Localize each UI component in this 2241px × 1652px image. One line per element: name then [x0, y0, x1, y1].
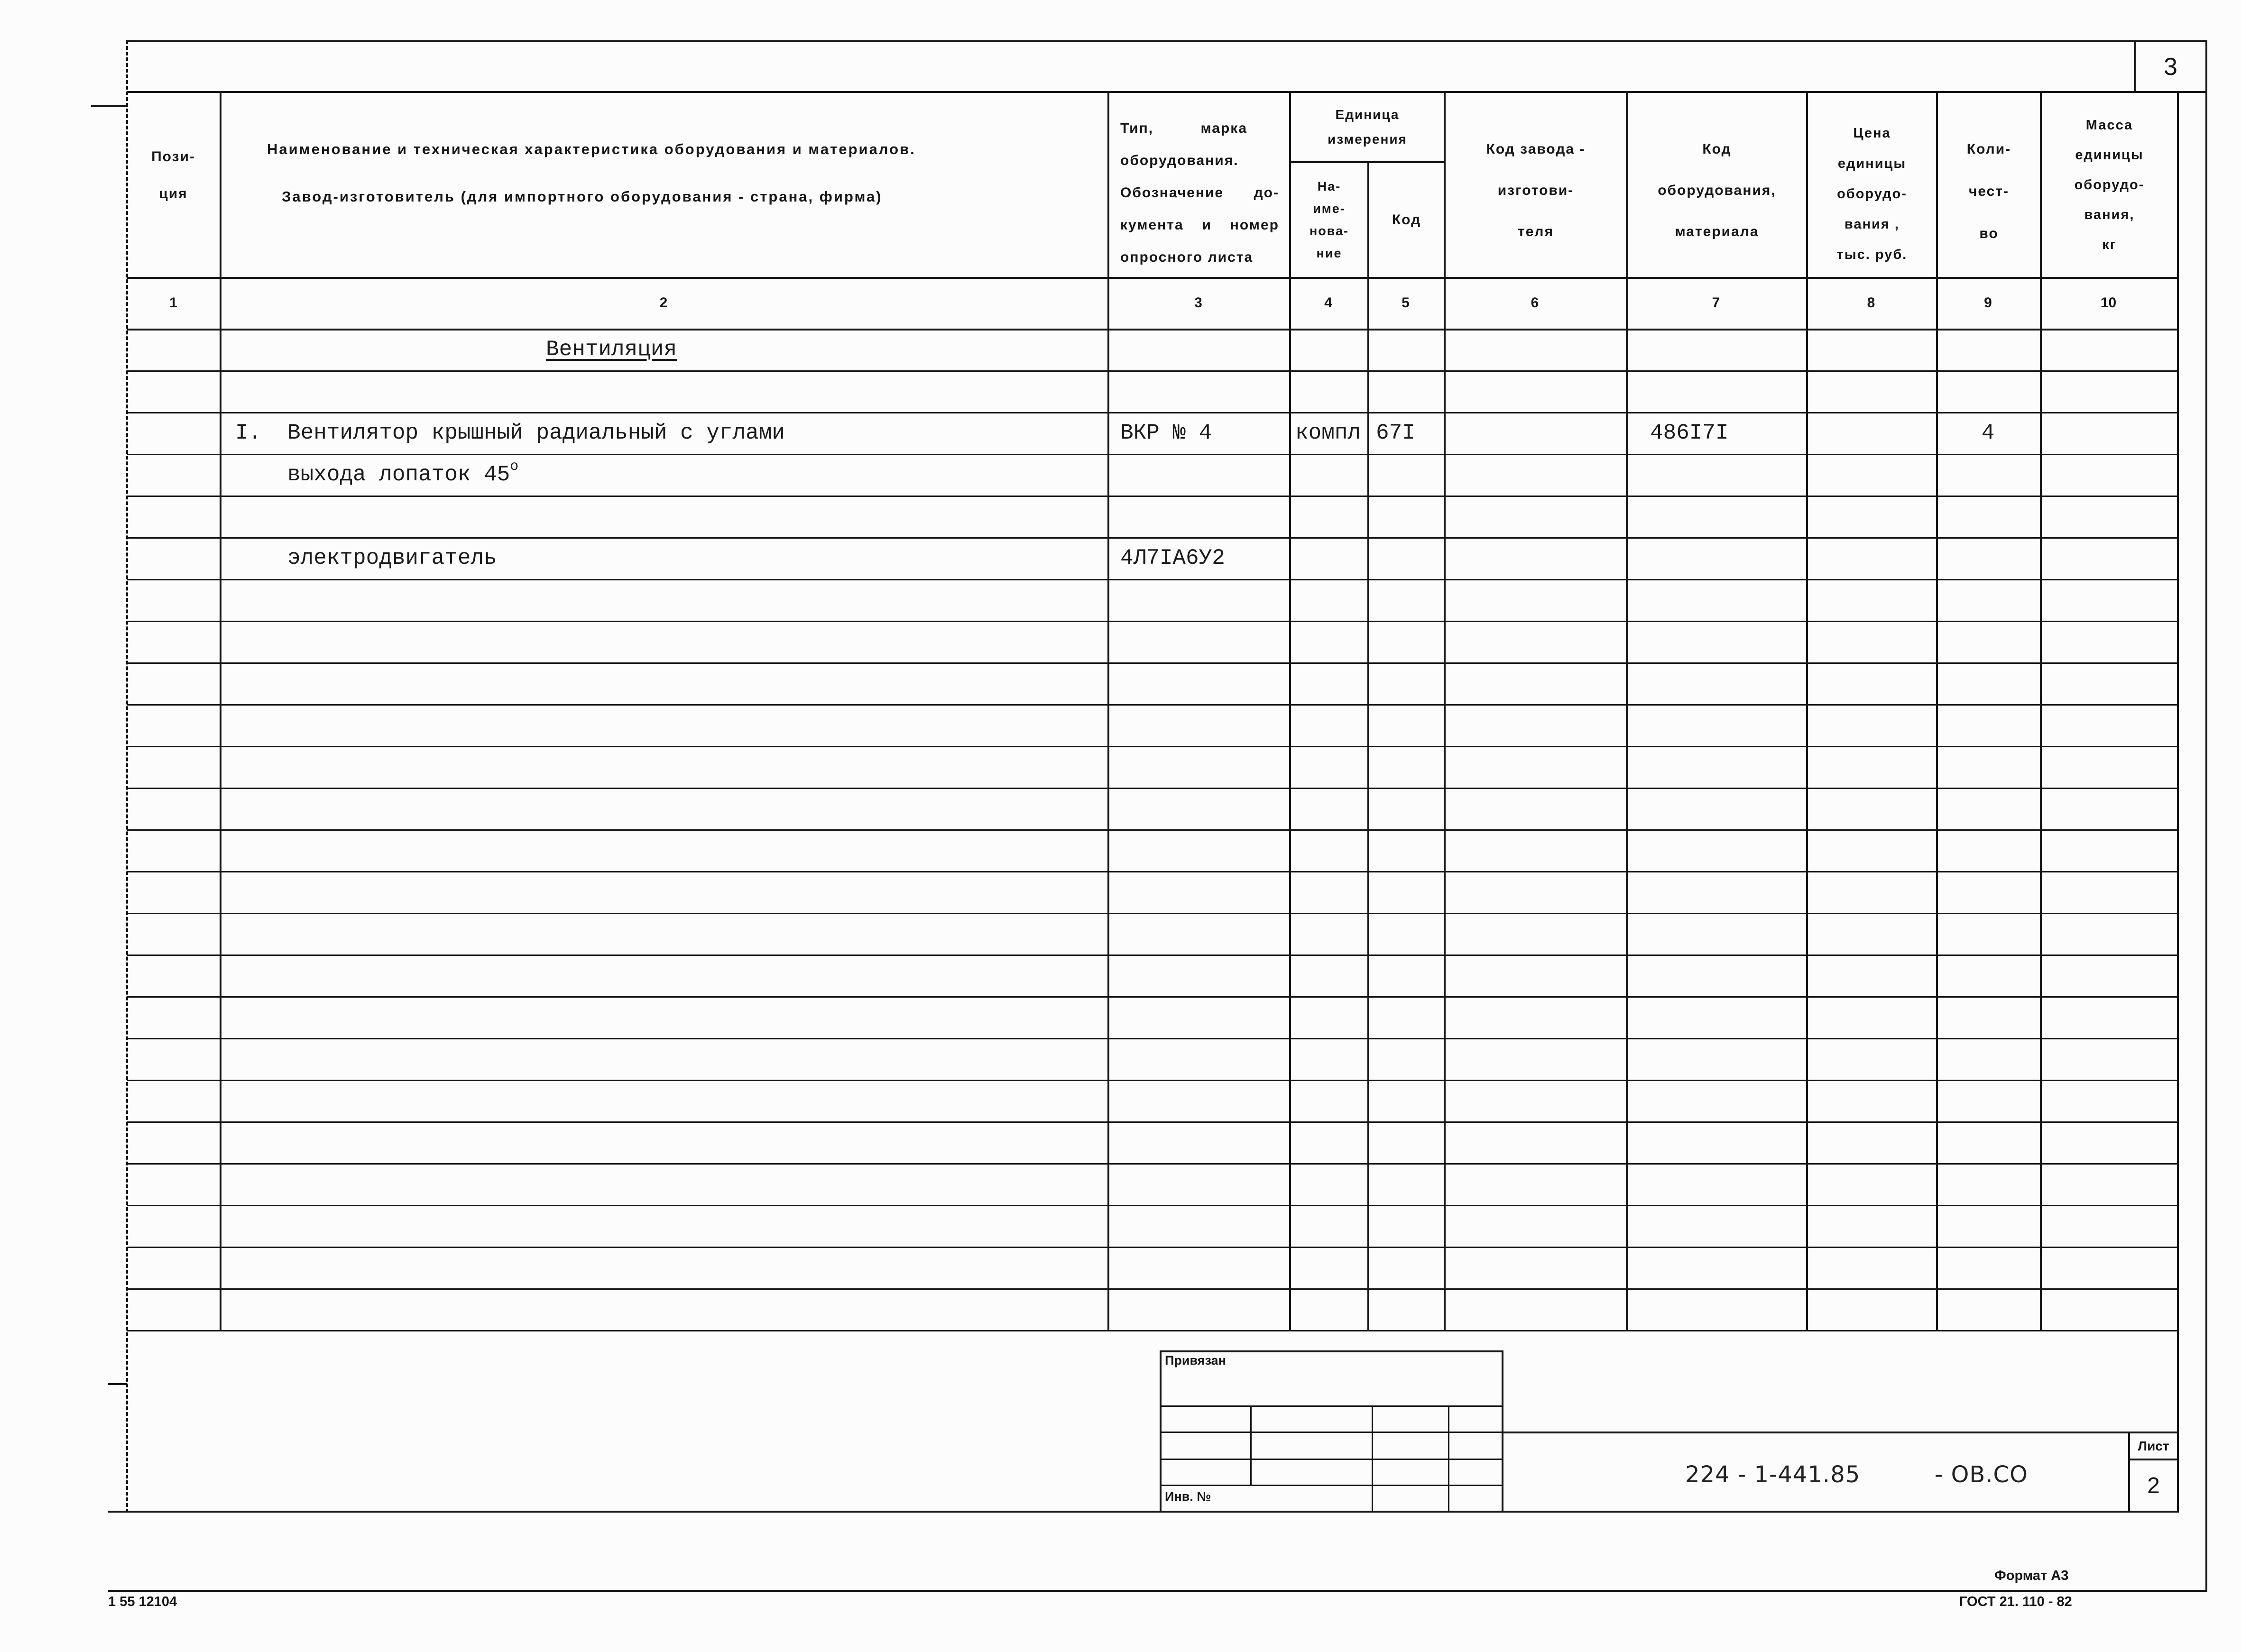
page-number-box-line — [2134, 40, 2136, 91]
header-type-mark — [1109, 93, 1289, 277]
table-row-line — [127, 788, 2179, 789]
item-name — [287, 412, 785, 454]
title-block-top-line — [1502, 1432, 2179, 1433]
margin-tick-line — [108, 1383, 127, 1385]
stamp-line — [1448, 1405, 1449, 1513]
title-frame-bottom-line — [108, 1511, 2179, 1513]
column-number: 6 — [1531, 294, 1539, 311]
table-row-line — [127, 1080, 2179, 1081]
frame-bottom-line — [108, 1590, 2207, 1592]
header-unit-mass — [2042, 93, 2177, 277]
column-number: 8 — [1867, 294, 1875, 311]
header-unit-name-line: На- — [1317, 179, 1341, 193]
header-mass-line: оборудо- — [2074, 177, 2145, 193]
table-row-line — [127, 370, 2179, 372]
frame-right-line — [2205, 40, 2207, 1592]
equipment-code: 486I7I — [1650, 421, 1729, 445]
stamp-line — [1160, 1350, 1503, 1352]
stamp-line — [1372, 1405, 1373, 1513]
document-code: 224 - 1-441.85 — [1685, 1461, 1861, 1488]
table-row-line — [127, 1288, 2179, 1290]
header-mass-line: единицы — [2075, 147, 2144, 163]
column-number: 2 — [659, 294, 668, 311]
header-plant-code-line: теля — [1518, 223, 1554, 239]
sheet-label: Лист — [2138, 1438, 2169, 1453]
header-equipment-code-line: Код — [1702, 141, 1732, 157]
paper-format: Формат А3 — [1994, 1568, 2069, 1583]
column-number-row-line — [127, 329, 2179, 330]
document-code-suffix: - ОВ.СО — [1935, 1461, 2028, 1488]
table-row-line — [127, 829, 2179, 831]
header-type-line: опросного листа — [1120, 249, 1254, 265]
header-mass-line: вания, — [2084, 207, 2135, 222]
table-row-line — [127, 579, 2179, 580]
column-number: 10 — [2100, 294, 2117, 311]
unit-code: 67I — [1376, 421, 1415, 445]
quantity: 4 — [1981, 421, 1995, 445]
column-number: 7 — [1712, 294, 1720, 311]
page-number: 3 — [2164, 53, 2177, 81]
header-price-line: Цена — [1853, 126, 1891, 141]
header-plant-code-line: Код завода - — [1486, 141, 1586, 157]
frame-left-dashed-line — [126, 40, 128, 1513]
item-name-text: Вентилятор крышный радиальный с углами — [287, 421, 785, 445]
table-row-line — [127, 621, 2179, 622]
header-unit-line: Единица — [1335, 107, 1400, 122]
header-equipment-code-line: материала — [1675, 223, 1759, 239]
table-row-line — [127, 1205, 2179, 1206]
header-quantity — [1938, 93, 2040, 277]
header-price-line: вания , — [1844, 217, 1900, 232]
sheet-box-line — [2128, 1432, 2130, 1513]
header-name-description — [221, 93, 1107, 277]
header-unit-name-line: нова- — [1309, 224, 1349, 238]
item-name-text: выхода лопаток 45 — [287, 462, 510, 487]
column-number: 3 — [1194, 294, 1202, 311]
column-number: 9 — [1984, 294, 1992, 311]
header-price-line: оборудо- — [1837, 186, 1907, 202]
header-plant-code-line: изготови- — [1497, 182, 1574, 198]
header-equipment-code-line: оборудования, — [1658, 182, 1776, 198]
sheet-number: 2 — [2147, 1473, 2160, 1498]
column-number: 1 — [169, 294, 177, 311]
table-row-line — [127, 871, 2179, 872]
header-quantity-line: чест- — [1968, 183, 2010, 199]
header-unit-line: измерения — [1328, 132, 1407, 147]
degree-superscript: o — [510, 459, 519, 475]
section-heading: Вентиляция — [546, 337, 677, 362]
header-position-line: Пози- — [151, 149, 195, 165]
item-name — [287, 537, 497, 579]
header-unit-name-line: име- — [1313, 202, 1346, 216]
stamp-line — [1160, 1405, 1503, 1407]
header-manufacturer-line: Завод-изготовитель (для импортного оборудования - страна, фирма) — [282, 188, 883, 205]
sheet-box-line — [2128, 1459, 2179, 1460]
header-price-line: тыс. руб. — [1836, 247, 1908, 262]
table-row-line — [127, 913, 2179, 914]
table-top-line — [127, 91, 2207, 93]
column-number: 4 — [1324, 294, 1332, 311]
frame-top-line — [127, 40, 2207, 42]
table-row-line — [127, 1038, 2179, 1039]
header-name-line: Наименование и техническая характеристика оборудования и материалов. — [267, 141, 916, 157]
header-equipment-code — [1628, 93, 1806, 277]
header-mass-line: кг — [2102, 237, 2117, 252]
header-unit-name — [1291, 163, 1367, 277]
table-row-line — [127, 1247, 2179, 1248]
column-number: 5 — [1402, 294, 1410, 311]
table-row-line — [127, 704, 2179, 706]
archive-number: 1 55 12104 — [108, 1594, 177, 1609]
stamp-line — [1160, 1459, 1503, 1460]
header-unit-code — [1369, 163, 1444, 277]
stamp-line — [1160, 1485, 1503, 1486]
header-type-line: Тип, марка — [1120, 120, 1247, 136]
header-price-line: единицы — [1837, 156, 1907, 171]
header-unit-group — [1291, 93, 1444, 161]
header-quantity-line: во — [1979, 225, 1999, 241]
table-row-line — [127, 1121, 2179, 1123]
table-row-line — [127, 1163, 2179, 1165]
header-mass-line: Масса — [2085, 117, 2133, 133]
stamp-line — [1250, 1405, 1252, 1485]
item-type-mark: 4Л7IА6У2 — [1120, 546, 1225, 570]
item-number: I. — [235, 421, 262, 445]
table-row-line — [127, 1330, 2179, 1331]
header-type-line: Обозначение до- — [1120, 185, 1279, 201]
unit-name: компл — [1295, 421, 1361, 445]
table-row-line — [127, 954, 2179, 956]
table-row-line — [127, 662, 2179, 664]
margin-tick-line — [91, 105, 127, 107]
standard-reference: ГОСТ 21. 110 - 82 — [1959, 1594, 2072, 1609]
header-unit-name-line: ние — [1316, 246, 1342, 260]
header-plant-code — [1446, 93, 1626, 277]
item-name-text: электродвигатель — [287, 546, 497, 570]
header-unit-code-line: Код — [1392, 212, 1421, 228]
table-right-line — [2177, 91, 2179, 1513]
stamp-label: Привязан — [1165, 1353, 1226, 1367]
inventory-number-label: Инв. № — [1165, 1489, 1211, 1504]
header-position — [127, 93, 220, 277]
header-type-line: оборудования. — [1120, 153, 1239, 168]
table-row-line — [127, 746, 2179, 747]
item-name — [287, 454, 518, 496]
header-unit-price — [1808, 93, 1936, 277]
table-row-line — [127, 496, 2179, 497]
header-position-line: ция — [159, 186, 188, 202]
header-type-line: кумента и номер — [1120, 217, 1279, 233]
stamp-line — [1160, 1432, 1503, 1433]
header-quantity-line: Коли- — [1966, 141, 2011, 157]
item-type-mark: ВКР № 4 — [1120, 421, 1212, 445]
table-row-line — [127, 996, 2179, 998]
